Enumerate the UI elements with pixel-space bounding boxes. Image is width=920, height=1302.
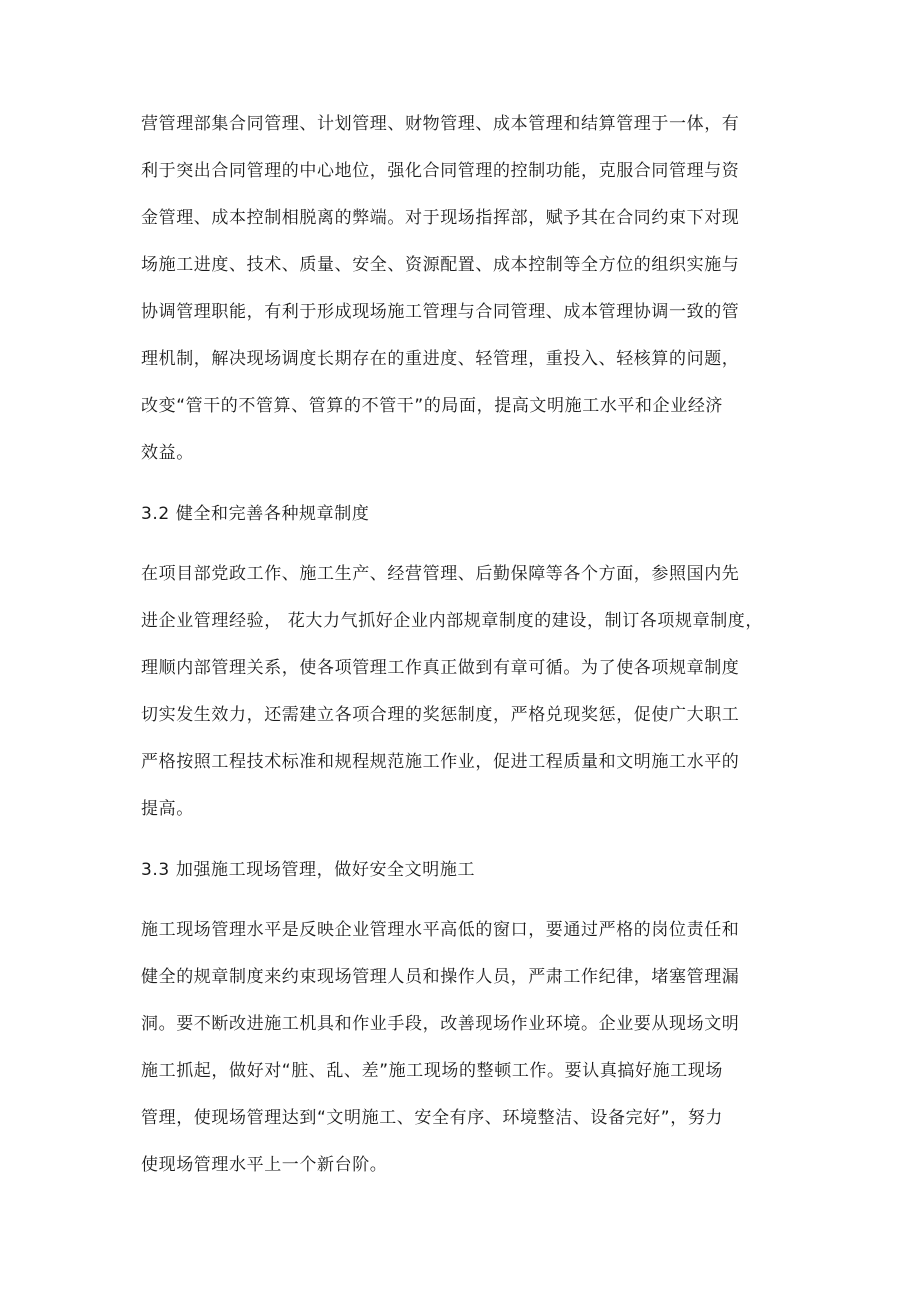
text-line: 健全的规章制度来约束现场管理人员和操作人员，严肃工作纪律，堵塞管理漏 (141, 967, 740, 987)
text-line: 施工抓起，做好对“脏、乱、差”施工现场的整顿工作。要认真搞好施工现场 (141, 1061, 724, 1081)
text-line: 营管理部集合同管理、计划管理、财物管理、成本管理和结算管理于一体，有 (141, 114, 740, 134)
text-line: 洞。要不断改进施工机具和作业手段，改善现场作业环境。企业要从现场文明 (141, 1014, 740, 1034)
text-line: 理顺内部管理关系，使各项管理工作真正做到有章可循。为了使各项规章制度 (141, 658, 740, 678)
section-heading-3-3: 3.3 加强施工现场管理，做好安全文明施工 (141, 860, 476, 880)
text-line: 理机制，解决现场调度长期存在的重进度、轻管理，重投入、轻核算的问题， (141, 349, 740, 369)
text-line: 严格按照工程技术标准和规程规范施工作业，促进工程质量和文明施工水平的 (141, 752, 740, 772)
text-line: 金管理、成本控制相脱离的弊端。对于现场指挥部，赋予其在合同约束下对现 (141, 208, 740, 228)
text-line: 效益。 (141, 443, 194, 463)
text-line: 提高。 (141, 799, 194, 819)
text-line: 施工现场管理水平是反映企业管理水平高低的窗口，要通过严格的岗位责任和 (141, 920, 740, 940)
text-line: 切实发生效力，还需建立各项合理的奖惩制度，严格兑现奖惩，促使广大职工 (141, 705, 740, 725)
text-line: 利于突出合同管理的中心地位，强化合同管理的控制功能，克服合同管理与资 (141, 161, 740, 181)
text-line: 在项目部党政工作、施工生产、经营管理、后勤保障等各个方面，参照国内先 (141, 564, 740, 584)
section-heading-3-2: 3.2 健全和完善各种规章制度 (141, 504, 370, 524)
text-line: 协调管理职能，有利于形成现场施工管理与合同管理、成本管理协调一致的管 (141, 302, 740, 322)
text-line: 使现场管理水平上一个新台阶。 (141, 1155, 388, 1175)
text-line: 管理，使现场管理达到“文明施工、安全有序、环境整洁、设备完好”，努力 (141, 1108, 724, 1128)
text-line: 场施工进度、技术、质量、安全、资源配置、成本控制等全方位的组织实施与 (141, 255, 740, 275)
text-line: 改变“管干的不管算、管算的不管干”的局面，提高文明施工水平和企业经济 (141, 396, 724, 416)
text-line: 进企业管理经验， 花大力气抓好企业内部规章制度的建设，制订各项规章制度， (141, 611, 764, 631)
